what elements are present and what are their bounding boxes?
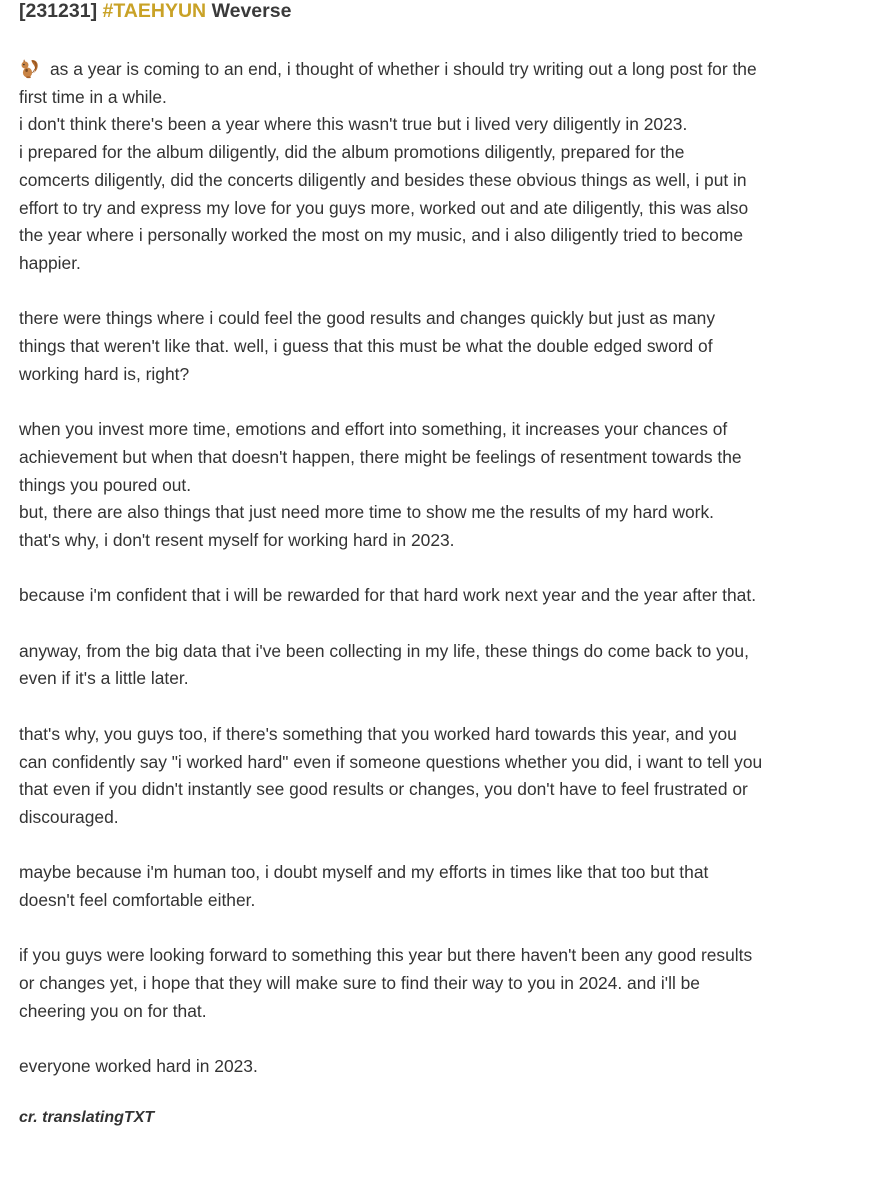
post-line xyxy=(19,333,869,361)
post-line-text: because i'm confident that i will be rewarded for that hard work next year and the year after that. xyxy=(19,585,757,606)
post-line xyxy=(19,1053,869,1081)
post-line-text: i prepared for the album diligently, did the album promotions diligently, prepared for the xyxy=(19,142,685,163)
post-line xyxy=(19,167,869,195)
platform-name: Weverse xyxy=(211,0,292,22)
post-date: [231231] xyxy=(19,0,98,22)
post-paragraph xyxy=(19,416,869,555)
post-line-text: that's why, i don't resent myself for working hard in 2023. xyxy=(19,529,455,550)
post-line xyxy=(19,195,869,223)
post-line xyxy=(19,444,869,472)
post-line xyxy=(19,638,869,666)
post-line-text: can confidently say "i worked hard" even if someone questions whether you did, i want to tell you xyxy=(19,751,763,772)
artist-hashtag[interactable]: #TAEHYUN xyxy=(102,0,207,22)
post-line-text: or changes yet, i hope that they will make sure to find their way to you in 2024. and i'll be xyxy=(19,973,700,994)
post-line xyxy=(19,472,869,500)
post-line-text: achievement but when that doesn't happen, there might be feelings of resentment towards the xyxy=(19,446,742,467)
post-line xyxy=(19,859,869,887)
post-line-text: there were things where i could feel the good results and changes quickly but just as many xyxy=(19,308,716,329)
post-line xyxy=(19,887,869,915)
post-line-text: if you guys were looking forward to something this year but there haven't been any good results xyxy=(19,945,753,966)
post-line xyxy=(19,416,869,444)
post-line-text: but, there are also things that just need more time to show me the results of my hard work. xyxy=(19,502,714,523)
post-paragraph xyxy=(19,859,869,914)
post-paragraph xyxy=(19,305,869,388)
post-paragraph xyxy=(19,638,869,693)
post-line-text: that even if you didn't instantly see good results or changes, you don't have to feel frustrated or xyxy=(19,779,748,800)
post-line-text: happier. xyxy=(19,252,81,273)
post-paragraph xyxy=(19,56,869,278)
post-line xyxy=(19,582,869,610)
post-line xyxy=(19,222,869,250)
translation-credit: cr. translatingTXT xyxy=(19,1108,155,1126)
post-line-text: maybe because i'm human too, i doubt myself and my efforts in times like that too but that xyxy=(19,862,709,883)
post-line-text: when you invest more time, emotions and effort into something, it increases your chances of xyxy=(19,419,728,440)
post-line xyxy=(19,305,869,333)
post-line xyxy=(19,139,869,167)
post-line-text: as a year is coming to an end, i thought of whether i should try writing out a long post for the xyxy=(50,59,757,79)
post-line-text: anyway, from the big data that i've been collecting in my life, these things do come back to you, xyxy=(19,640,749,661)
post-body xyxy=(19,56,869,1081)
post-line xyxy=(19,721,869,749)
post-paragraph xyxy=(19,721,869,832)
post-line xyxy=(19,84,869,112)
post-title xyxy=(19,0,869,23)
post-line-text: i don't think there's been a year where this wasn't true but i lived very diligently in 2023. xyxy=(19,114,688,135)
post-line-text: even if it's a little later. xyxy=(19,668,189,689)
post-line xyxy=(19,665,869,693)
post-line-text: cheering you on for that. xyxy=(19,1000,207,1021)
post-line-text: things that weren't like that. well, i guess that this must be what the double edged sword of xyxy=(19,336,713,357)
post-line xyxy=(19,776,869,804)
post-line-text: working hard is, right? xyxy=(19,363,190,384)
post-line xyxy=(19,804,869,832)
post-line xyxy=(19,111,869,139)
post-paragraph xyxy=(19,942,869,1025)
post-line-text: that's why, you guys too, if there's something that you worked hard towards this year, and you xyxy=(19,723,737,744)
post-line xyxy=(19,499,869,527)
post-line xyxy=(19,749,869,777)
post-line xyxy=(19,998,869,1026)
post-paragraph xyxy=(19,1053,869,1081)
post-line-text: discouraged. xyxy=(19,806,119,827)
post-line xyxy=(19,250,869,278)
post-line-text: things you poured out. xyxy=(19,474,192,495)
post-paragraph xyxy=(19,582,869,610)
post-line xyxy=(19,56,869,84)
post-line-text: comcerts diligently, did the concerts diligently and besides these obvious things as well, i put in xyxy=(19,169,747,190)
post-line xyxy=(19,527,869,555)
post-line-text: the year where i personally worked the most on my music, and i also diligently tried to become xyxy=(19,225,743,246)
post-line-text: effort to try and express my love for you guys more, worked out and ate diligently, this was also xyxy=(19,197,749,218)
post-line xyxy=(19,942,869,970)
post-line-text: everyone worked hard in 2023. xyxy=(19,1056,258,1077)
post-line-text: first time in a while. xyxy=(19,86,167,107)
squirrel-emoji-icon xyxy=(19,57,39,79)
post-line xyxy=(19,361,869,389)
post-line xyxy=(19,970,869,998)
post-line-text: doesn't feel comfortable either. xyxy=(19,890,256,910)
